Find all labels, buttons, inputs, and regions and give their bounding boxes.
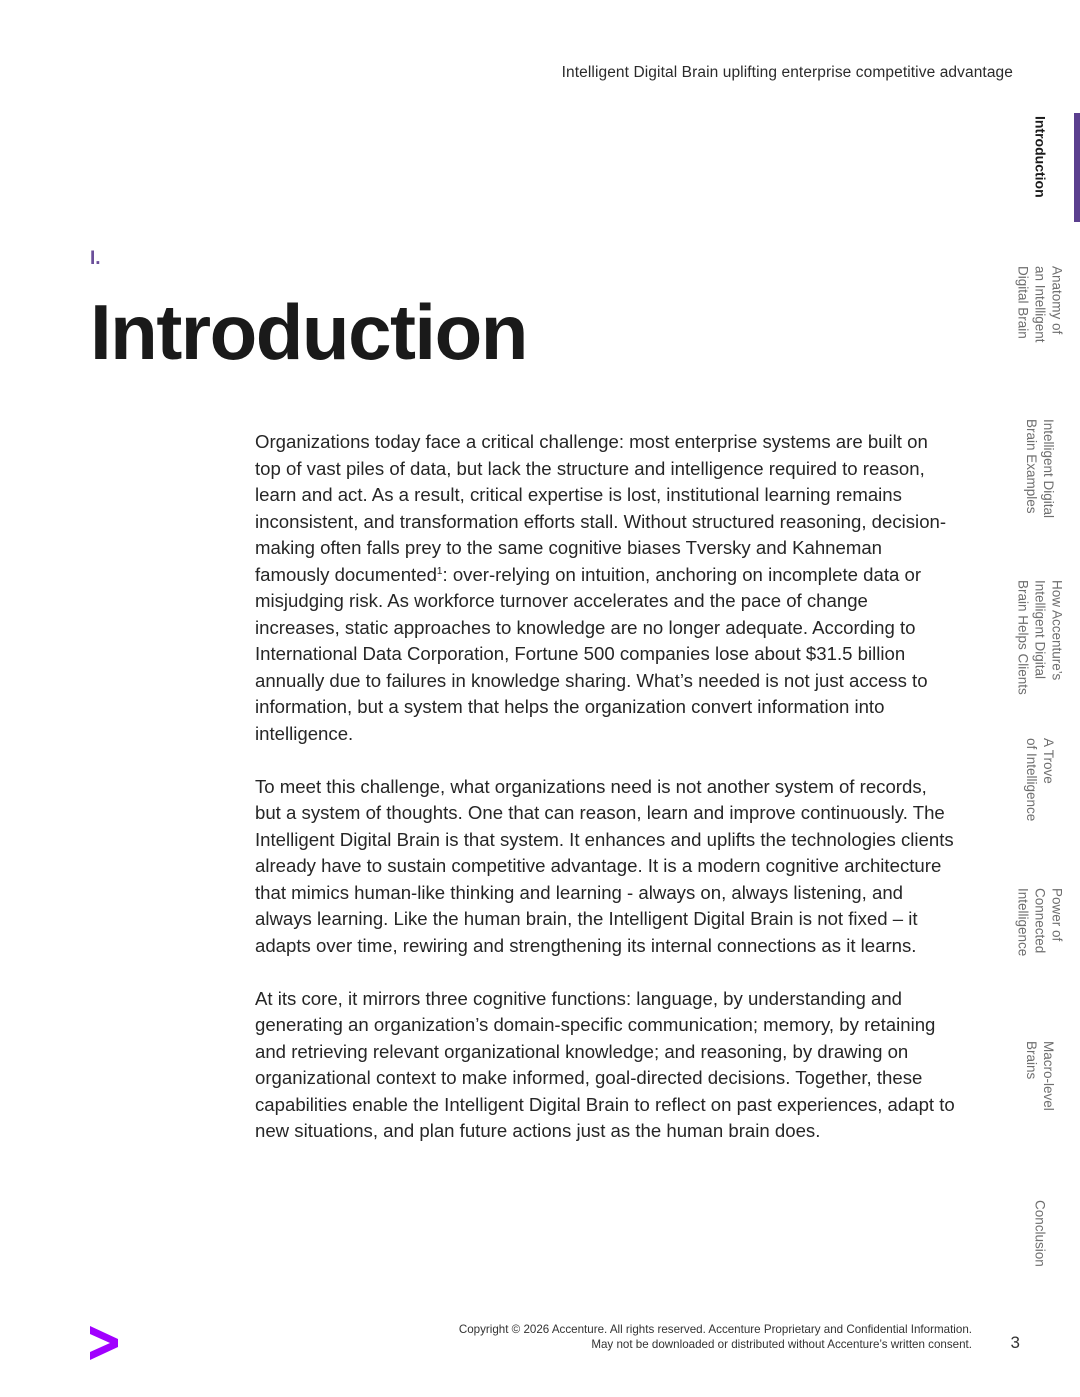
nav-tab-label: A Trove of Intelligence <box>1024 738 1056 822</box>
page-title: Introduction <box>90 288 527 376</box>
side-navigation <box>1000 0 1080 1397</box>
body-paragraph-2: To meet this challenge, what organizations need is not another system of records, but a system of thoughts. One that can reason, learn and improve continuously. The Intelligent Digital Brain is that system. It enhances and uplifts the technologies clients already have to sustain competitive advantage. It is a modern cognitive architecture that mimics human-like thinking and learning - always on, always listening, and always learning. Like the human brain, the Intelligent Digital Brain is not fixed – it adapts over time, rewiring and strengthening its internal connections as it learns. <box>255 775 954 956</box>
nav-tab-label: Anatomy of an Intelligent Digital Brain <box>1015 266 1065 343</box>
nav-tab-label: Introduction <box>1032 116 1049 198</box>
body-paragraph-3: At its core, it mirrors three cognitive functions: language, by understanding and generating an organization’s domain-specific communication; memory, by retaining and retrieving relevant organizational knowledge; and reasoning, by drawing on organizational context to make informed, goal-directed decisions. Together, these capabilities enable the Intelligent Digital Brain to reflect on past experiences, adapt to new situations, and plan future actions just as the human brain does. <box>255 987 955 1141</box>
body-paragraph-1-part-1: Organizations today face a critical challenge: most enterprise systems are built on top of vast piles of data, but lack the structure and intelligence required to reason, learn and act. As a result, critical expertise is lost, institutional learning remains inconsistent, and transformation efforts stall. Without structured reasoning, decision-making often falls prey to the same cognitive biases Tversky and Kahneman famously documented <box>255 431 947 585</box>
nav-tab-label: Intelligent Digital Brain Examples <box>1024 419 1056 519</box>
nav-tab-macro-level-brains[interactable] <box>1000 1041 1080 1111</box>
nav-tab-introduction[interactable] <box>1000 116 1080 198</box>
active-tab-indicator <box>1074 113 1080 222</box>
nav-tab-conclusion[interactable] <box>1000 1200 1080 1267</box>
footnote-reference[interactable]: 1 <box>436 565 443 577</box>
nav-tab-label: How Accenture’s Intelligent Digital Brain Helps Clients <box>1015 580 1065 695</box>
nav-tab-examples[interactable] <box>1000 419 1080 518</box>
nav-tab-label: Conclusion <box>1032 1200 1048 1267</box>
body-paragraph-1 <box>255 429 955 747</box>
page-number: 3 <box>1010 1333 1020 1352</box>
body-text <box>255 429 955 1171</box>
nav-tab-anatomy[interactable] <box>1000 266 1080 343</box>
accenture-logo-icon <box>88 1326 120 1360</box>
nav-tab-how-accenture-helps[interactable] <box>1000 580 1080 695</box>
copyright-line-1: Copyright © 2026 Accenture. All rights reserved. Accenture Proprietary and Confidential Information. <box>458 1323 972 1336</box>
footer-copyright <box>459 1322 972 1352</box>
section-number: I. <box>90 248 101 269</box>
nav-tab-connected-intelligence[interactable] <box>1000 888 1080 956</box>
nav-tab-label: Power of Connected Intelligence <box>1015 888 1065 957</box>
copyright-line-2: May not be downloaded or distributed without Accenture’s written consent. <box>591 1338 972 1351</box>
document-header-title: Intelligent Digital Brain uplifting enterprise competitive advantage <box>561 64 1013 81</box>
nav-tab-label: Macro-level Brains <box>1024 1041 1056 1111</box>
nav-tab-trove-of-intelligence[interactable] <box>1000 738 1080 821</box>
body-paragraph-1-part-2: : over-relying on intuition, anchoring on incomplete data or misjudging risk. As workforce turnover accelerates and the pace of change increases, static approaches to knowledge are no longer adequate. According to International Data Corporation, Fortune 500 companies lose about $31.5 billion annually due to failures in knowledge sharing. What’s needed is not just access to information, but a system that helps the organization convert information into intelligence. <box>255 563 928 744</box>
